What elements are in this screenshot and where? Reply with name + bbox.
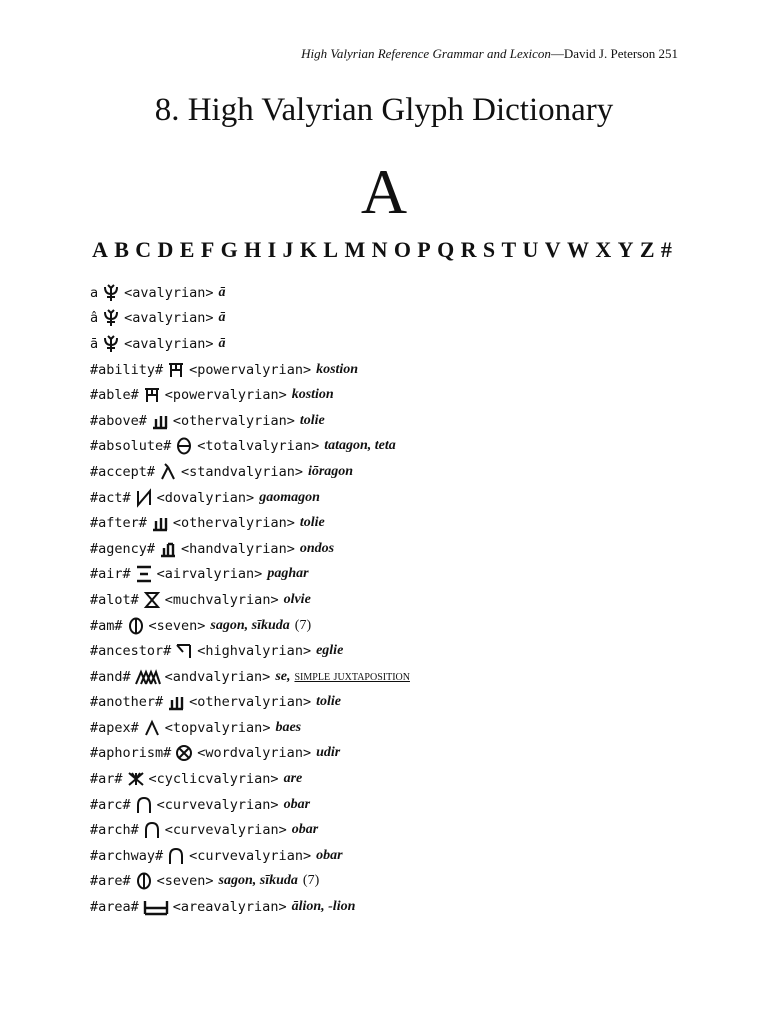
alphabet-letter[interactable]: I	[267, 237, 277, 262]
entry-headword: #and#	[90, 668, 131, 685]
entry-row	[90, 510, 690, 536]
entry-headword: #apex#	[90, 719, 139, 736]
entry-row	[90, 331, 690, 357]
alphabet-letter[interactable]: G	[220, 237, 238, 262]
entry-note: (7)	[302, 873, 320, 889]
entry-headword: a	[90, 284, 99, 301]
hand-glyph-icon	[158, 540, 178, 558]
entry-gloss: udir	[316, 745, 341, 761]
entry-headword: #agency#	[90, 540, 156, 557]
entry-row	[90, 485, 690, 511]
entry-gloss: obar	[316, 847, 343, 863]
entry-headword: #aphorism#	[90, 745, 172, 762]
alphabet-index	[92, 235, 672, 265]
entry-row	[90, 280, 690, 306]
entry-row	[90, 741, 690, 767]
entry-gloss: ā	[218, 335, 226, 351]
entry-headword: #above#	[90, 412, 147, 429]
entry-gloss: gaomagon	[259, 489, 320, 505]
other-glyph-icon	[150, 514, 170, 532]
curve-glyph-icon	[134, 796, 154, 814]
trident-glyph-icon	[101, 284, 121, 302]
alphabet-letter[interactable]: Z	[639, 237, 655, 262]
entry-category: <curvevalyrian>	[156, 796, 279, 813]
alphabet-letter[interactable]: K	[299, 237, 318, 262]
entry-gloss: eglie	[316, 643, 344, 659]
entry-headword: #ancestor#	[90, 643, 172, 660]
gate-glyph-icon	[166, 361, 186, 379]
alphabet-letter[interactable]: E	[179, 237, 195, 262]
running-title: High Valyrian Reference Grammar and Lexicon	[301, 46, 551, 61]
entry-category: <curvevalyrian>	[164, 822, 287, 839]
entry-category: <totalvalyrian>	[197, 438, 320, 455]
entry-headword: #another#	[90, 694, 164, 711]
other-glyph-icon	[150, 412, 170, 430]
alphabet-letter[interactable]: Q	[437, 237, 455, 262]
entry-headword: #after#	[90, 515, 147, 532]
entry-category: <muchvalyrian>	[164, 591, 279, 608]
entry-category: <handvalyrian>	[181, 540, 295, 557]
alphabet-letter[interactable]: R	[460, 237, 477, 262]
alphabet-letter[interactable]: O	[393, 237, 411, 262]
entry-category: <seven>	[156, 873, 214, 890]
alphabet-letter[interactable]: P	[417, 237, 431, 262]
hourglass-glyph-icon	[142, 591, 162, 609]
alphabet-letter[interactable]: W	[567, 237, 589, 262]
entry-category: <othervalyrian>	[172, 515, 295, 532]
entry-row	[90, 408, 690, 434]
entry-gloss: baes	[275, 719, 302, 735]
alphabet-letter[interactable]: M	[344, 237, 366, 262]
entry-headword: ā	[90, 335, 99, 352]
entry-gloss: tolie	[316, 694, 341, 710]
and-glyph-icon	[134, 668, 162, 686]
entry-gloss: ā	[218, 284, 226, 300]
alphabet-letter[interactable]: J	[282, 237, 294, 262]
entry-headword: #archway#	[90, 847, 164, 864]
entry-row	[90, 459, 690, 485]
entry-headword: #absolute#	[90, 438, 172, 455]
seven-glyph-icon	[134, 872, 154, 890]
entry-category: <cyclicvalyrian>	[148, 771, 279, 788]
entry-row	[90, 817, 690, 843]
entry-row	[90, 306, 690, 332]
gate-glyph-icon	[142, 386, 162, 404]
alphabet-letter[interactable]: X	[595, 237, 612, 262]
entry-category: <avalyrian>	[124, 335, 214, 352]
entry-row	[90, 587, 690, 613]
author-page-number: —David J. Peterson 251	[550, 46, 678, 61]
entry-gloss: tatagon, teta	[324, 438, 396, 454]
entry-headword: â	[90, 310, 99, 327]
entry-headword: #ar#	[90, 771, 123, 788]
entry-category: <andvalyrian>	[164, 668, 271, 685]
entry-headword: #act#	[90, 489, 131, 506]
top-glyph-icon	[142, 719, 162, 737]
entry-gloss: kostion	[291, 387, 334, 403]
entry-gloss: sagon, sīkuda	[218, 873, 298, 889]
alphabet-letter[interactable]: N	[371, 237, 388, 262]
entry-row	[90, 869, 690, 895]
curve-glyph-icon	[142, 821, 162, 839]
cyclic-glyph-icon	[126, 770, 146, 788]
entry-headword: #ability#	[90, 361, 164, 378]
entry-category: <standvalyrian>	[181, 463, 303, 480]
theta-glyph-icon	[174, 437, 194, 455]
entry-gloss: se,	[275, 668, 291, 684]
entry-row	[90, 536, 690, 562]
entry-gloss: ā	[218, 310, 226, 326]
entry-category: <avalyrian>	[124, 284, 214, 301]
alphabet-letter[interactable]: T	[501, 237, 517, 262]
entry-category: <airvalyrian>	[156, 566, 263, 583]
entry-row	[90, 382, 690, 408]
entry-row	[90, 638, 690, 664]
entry-headword: #accept#	[90, 463, 156, 480]
entry-row	[90, 690, 690, 716]
entry-category: <dovalyrian>	[156, 489, 255, 506]
high-glyph-icon	[174, 642, 194, 660]
entry-category: <avalyrian>	[124, 310, 214, 327]
entry-gloss: ondos	[299, 540, 335, 556]
dictionary-entries	[90, 280, 690, 920]
curve-glyph-icon	[166, 847, 186, 865]
entry-gloss: ālion, -lion	[291, 899, 356, 915]
entry-category: <topvalyrian>	[164, 719, 271, 736]
alphabet-letter[interactable]: F	[200, 237, 215, 262]
entry-category: <areavalyrian>	[172, 899, 287, 916]
entry-gloss: obar	[291, 822, 319, 838]
entry-gloss: sagon, sīkuda	[210, 617, 290, 633]
entry-category: <seven>	[148, 617, 206, 634]
trident-glyph-icon	[101, 335, 121, 353]
alphabet-letter[interactable]: Y	[617, 237, 634, 262]
seven-glyph-icon	[126, 617, 146, 635]
entry-cross-reference-link[interactable]: simple juxtaposition	[294, 668, 410, 684]
section-letter: A	[360, 156, 408, 227]
alphabet-letter[interactable]: L	[323, 237, 339, 262]
entry-category: <curvevalyrian>	[189, 847, 312, 864]
entry-category: <powervalyrian>	[164, 387, 287, 404]
entry-headword: #air#	[90, 566, 131, 583]
entry-gloss: kostion	[316, 361, 359, 377]
entry-row	[90, 792, 690, 818]
chapter-title: 8. High Valyrian Glyph Dictionary	[154, 92, 614, 128]
entry-category: <wordvalyrian>	[197, 745, 312, 762]
entry-gloss: paghar	[267, 566, 309, 582]
alphabet-letter[interactable]: C	[135, 237, 152, 262]
entry-row	[90, 766, 690, 792]
do-glyph-icon	[134, 489, 154, 507]
entry-row	[90, 894, 690, 920]
entry-headword: #able#	[90, 387, 139, 404]
entry-headword: #area#	[90, 899, 139, 916]
alphabet-letter[interactable]: A	[92, 237, 108, 262]
entry-gloss: are	[283, 771, 303, 787]
entry-row	[90, 357, 690, 383]
entry-gloss: obar	[283, 796, 311, 812]
entry-category: <powervalyrian>	[189, 361, 312, 378]
entry-category: <highvalyrian>	[197, 643, 312, 660]
entry-row	[90, 613, 690, 639]
other-glyph-icon	[166, 693, 186, 711]
area-glyph-icon	[142, 898, 170, 916]
entry-category: <othervalyrian>	[172, 412, 295, 429]
alphabet-letter[interactable]: U	[522, 237, 539, 262]
entry-row	[90, 843, 690, 869]
entry-headword: #arc#	[90, 796, 131, 813]
entry-row	[90, 664, 690, 690]
alphabet-letter[interactable]: D	[157, 237, 174, 262]
entry-note: (7)	[294, 617, 312, 633]
entry-row	[90, 434, 690, 460]
entry-category: <othervalyrian>	[189, 694, 312, 711]
entry-row	[90, 562, 690, 588]
entry-headword: #am#	[90, 617, 123, 634]
trident-glyph-icon	[101, 309, 121, 327]
air-glyph-icon	[134, 565, 154, 583]
alphabet-letter[interactable]: B	[114, 237, 129, 262]
word-glyph-icon	[174, 744, 194, 762]
entry-gloss: olvie	[283, 591, 311, 607]
entry-headword: #arch#	[90, 822, 139, 839]
entry-gloss: iōragon	[307, 463, 354, 479]
entry-gloss: tolie	[299, 412, 325, 428]
entry-headword: #alot#	[90, 591, 139, 608]
alphabet-letter[interactable]: V	[544, 237, 561, 262]
entry-gloss: tolie	[299, 515, 325, 531]
stand-glyph-icon	[158, 463, 178, 481]
alphabet-letter[interactable]: S	[482, 237, 496, 262]
entry-row	[90, 715, 690, 741]
alphabet-letter[interactable]: H	[244, 237, 262, 262]
entry-headword: #are#	[90, 873, 131, 890]
alphabet-letter[interactable]: #	[660, 237, 672, 262]
running-header	[301, 46, 678, 62]
